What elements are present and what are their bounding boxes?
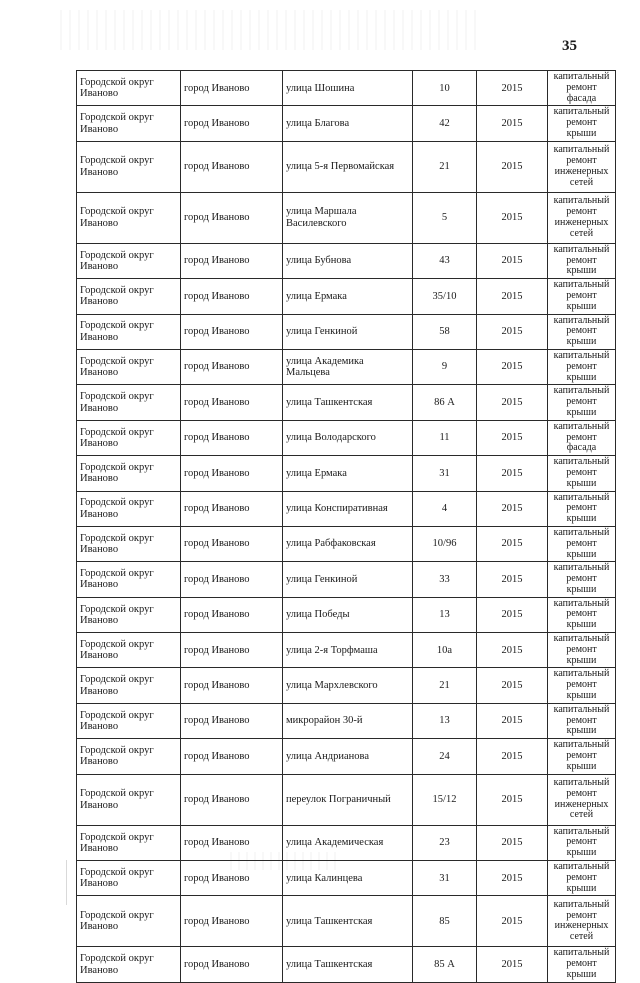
municipal-district-cell: Городской округ Иваново	[77, 491, 181, 526]
city-cell: город Иваново	[181, 597, 283, 632]
street-cell: улица Ермака	[283, 456, 413, 491]
municipal-district-cell: Городской округ Иваново	[77, 526, 181, 561]
table-row	[77, 703, 616, 738]
municipal-district-cell: Городской округ Иваново	[77, 774, 181, 825]
city-cell: город Иваново	[181, 668, 283, 703]
house-number-cell: 13	[413, 597, 477, 632]
city-cell: город Иваново	[181, 562, 283, 597]
street-cell: улица 5-я Первомайская	[283, 141, 413, 192]
year-cell: 2015	[477, 314, 548, 349]
city-cell: город Иваново	[181, 279, 283, 314]
repair-type-cell: капитальный ремонт крыши	[548, 385, 616, 420]
municipal-district-cell: Городской округ Иваново	[77, 896, 181, 947]
street-cell: улица Мархлевского	[283, 668, 413, 703]
table-row	[77, 106, 616, 141]
year-cell: 2015	[477, 385, 548, 420]
city-cell: город Иваново	[181, 703, 283, 738]
table-row	[77, 562, 616, 597]
house-number-cell: 11	[413, 420, 477, 455]
repair-type-cell: капитальный ремонт крыши	[548, 106, 616, 141]
table-row	[77, 141, 616, 192]
municipal-district-cell: Городской округ Иваново	[77, 456, 181, 491]
repair-type-cell: капитальный ремонт крыши	[548, 243, 616, 278]
repair-type-cell: капитальный ремонт крыши	[548, 314, 616, 349]
repair-type-cell: капитальный ремонт крыши	[548, 668, 616, 703]
house-number-cell: 33	[413, 562, 477, 597]
city-cell: город Иваново	[181, 349, 283, 384]
repair-type-cell: капитальный ремонт инженерных сетей	[548, 141, 616, 192]
house-number-cell: 24	[413, 739, 477, 774]
municipal-district-cell: Городской округ Иваново	[77, 420, 181, 455]
table-row	[77, 71, 616, 106]
street-cell: переулок Пограничный	[283, 774, 413, 825]
year-cell: 2015	[477, 633, 548, 668]
repair-register-table	[76, 70, 616, 983]
house-number-cell: 58	[413, 314, 477, 349]
repair-type-cell: капитальный ремонт инженерных сетей	[548, 192, 616, 243]
street-cell: улица Ермака	[283, 279, 413, 314]
table-row	[77, 243, 616, 278]
city-cell: город Иваново	[181, 861, 283, 896]
year-cell: 2015	[477, 947, 548, 982]
repair-type-cell: капитальный ремонт крыши	[548, 633, 616, 668]
house-number-cell: 5	[413, 192, 477, 243]
street-cell: улица Андрианова	[283, 739, 413, 774]
municipal-district-cell: Городской округ Иваново	[77, 861, 181, 896]
repair-type-cell: капитальный ремонт крыши	[548, 947, 616, 982]
repair-type-cell: капитальный ремонт крыши	[548, 349, 616, 384]
house-number-cell: 13	[413, 703, 477, 738]
year-cell: 2015	[477, 526, 548, 561]
margin-mark	[66, 860, 67, 905]
table-row	[77, 385, 616, 420]
city-cell: город Иваново	[181, 243, 283, 278]
table-row	[77, 420, 616, 455]
table-row	[77, 739, 616, 774]
year-cell: 2015	[477, 420, 548, 455]
house-number-cell: 21	[413, 668, 477, 703]
table-row	[77, 279, 616, 314]
city-cell: город Иваново	[181, 739, 283, 774]
table-row	[77, 526, 616, 561]
house-number-cell: 35/10	[413, 279, 477, 314]
street-cell: улица Калинцева	[283, 861, 413, 896]
year-cell: 2015	[477, 861, 548, 896]
repair-type-cell: капитальный ремонт крыши	[548, 703, 616, 738]
municipal-district-cell: Городской округ Иваново	[77, 141, 181, 192]
house-number-cell: 10а	[413, 633, 477, 668]
repair-type-cell: капитальный ремонт фасада	[548, 71, 616, 106]
year-cell: 2015	[477, 825, 548, 860]
house-number-cell: 4	[413, 491, 477, 526]
house-number-cell: 31	[413, 861, 477, 896]
municipal-district-cell: Городской округ Иваново	[77, 314, 181, 349]
year-cell: 2015	[477, 703, 548, 738]
municipal-district-cell: Городской округ Иваново	[77, 349, 181, 384]
year-cell: 2015	[477, 774, 548, 825]
year-cell: 2015	[477, 668, 548, 703]
house-number-cell: 9	[413, 349, 477, 384]
repair-type-cell: капитальный ремонт крыши	[548, 739, 616, 774]
year-cell: 2015	[477, 562, 548, 597]
year-cell: 2015	[477, 243, 548, 278]
scan-artifact-top	[60, 10, 480, 50]
municipal-district-cell: Городской округ Иваново	[77, 279, 181, 314]
table-row	[77, 633, 616, 668]
city-cell: город Иваново	[181, 141, 283, 192]
municipal-district-cell: Городской округ Иваново	[77, 243, 181, 278]
street-cell: улица Ташкентская	[283, 896, 413, 947]
city-cell: город Иваново	[181, 420, 283, 455]
table-row	[77, 896, 616, 947]
year-cell: 2015	[477, 739, 548, 774]
city-cell: город Иваново	[181, 774, 283, 825]
repair-type-cell: капитальный ремонт крыши	[548, 456, 616, 491]
street-cell: улица Ташкентская	[283, 385, 413, 420]
municipal-district-cell: Городской округ Иваново	[77, 71, 181, 106]
street-cell: улица Шошина	[283, 71, 413, 106]
year-cell: 2015	[477, 491, 548, 526]
table-row	[77, 349, 616, 384]
repair-type-cell: капитальный ремонт крыши	[548, 526, 616, 561]
repair-type-cell: капитальный ремонт крыши	[548, 597, 616, 632]
table-row	[77, 861, 616, 896]
street-cell: улица Ташкентская	[283, 947, 413, 982]
street-cell: улица Бубнова	[283, 243, 413, 278]
year-cell: 2015	[477, 141, 548, 192]
street-cell: улица 2-я Торфмаша	[283, 633, 413, 668]
repair-type-cell: капитальный ремонт фасада	[548, 420, 616, 455]
city-cell: город Иваново	[181, 456, 283, 491]
city-cell: город Иваново	[181, 71, 283, 106]
year-cell: 2015	[477, 279, 548, 314]
city-cell: город Иваново	[181, 825, 283, 860]
year-cell: 2015	[477, 896, 548, 947]
house-number-cell: 15/12	[413, 774, 477, 825]
house-number-cell: 23	[413, 825, 477, 860]
table-row	[77, 597, 616, 632]
city-cell: город Иваново	[181, 633, 283, 668]
municipal-district-cell: Городской округ Иваново	[77, 385, 181, 420]
year-cell: 2015	[477, 597, 548, 632]
page-number: 35	[562, 38, 577, 54]
repair-type-cell: капитальный ремонт крыши	[548, 562, 616, 597]
repair-type-cell: капитальный ремонт инженерных сетей	[548, 774, 616, 825]
municipal-district-cell: Городской округ Иваново	[77, 668, 181, 703]
table-row	[77, 825, 616, 860]
city-cell: город Иваново	[181, 385, 283, 420]
municipal-district-cell: Городской округ Иваново	[77, 825, 181, 860]
repair-type-cell: капитальный ремонт крыши	[548, 825, 616, 860]
table-row	[77, 456, 616, 491]
municipal-district-cell: Городской округ Иваново	[77, 192, 181, 243]
repair-type-cell: капитальный ремонт инженерных сетей	[548, 896, 616, 947]
year-cell: 2015	[477, 71, 548, 106]
repair-type-cell: капитальный ремонт крыши	[548, 491, 616, 526]
street-cell: улица Генкиной	[283, 562, 413, 597]
table-row	[77, 314, 616, 349]
municipal-district-cell: Городской округ Иваново	[77, 739, 181, 774]
city-cell: город Иваново	[181, 947, 283, 982]
house-number-cell: 31	[413, 456, 477, 491]
street-cell: улица Победы	[283, 597, 413, 632]
street-cell: улица Академическая	[283, 825, 413, 860]
street-cell: микрорайон 30-й	[283, 703, 413, 738]
municipal-district-cell: Городской округ Иваново	[77, 947, 181, 982]
repair-type-cell: капитальный ремонт крыши	[548, 279, 616, 314]
city-cell: город Иваново	[181, 314, 283, 349]
municipal-district-cell: Городской округ Иваново	[77, 562, 181, 597]
city-cell: город Иваново	[181, 896, 283, 947]
year-cell: 2015	[477, 106, 548, 141]
street-cell: улица Конспиративная	[283, 491, 413, 526]
year-cell: 2015	[477, 192, 548, 243]
house-number-cell: 85	[413, 896, 477, 947]
street-cell: улица Рабфаковская	[283, 526, 413, 561]
house-number-cell: 21	[413, 141, 477, 192]
table-row	[77, 774, 616, 825]
municipal-district-cell: Городской округ Иваново	[77, 633, 181, 668]
street-cell: улица Маршала Василевского	[283, 192, 413, 243]
year-cell: 2015	[477, 456, 548, 491]
house-number-cell: 85 А	[413, 947, 477, 982]
city-cell: город Иваново	[181, 491, 283, 526]
municipal-district-cell: Городской округ Иваново	[77, 597, 181, 632]
municipal-district-cell: Городской округ Иваново	[77, 106, 181, 141]
house-number-cell: 86 А	[413, 385, 477, 420]
street-cell: улица Володарского	[283, 420, 413, 455]
table-row	[77, 491, 616, 526]
table-row	[77, 192, 616, 243]
repair-type-cell: капитальный ремонт крыши	[548, 861, 616, 896]
table-row	[77, 947, 616, 982]
year-cell: 2015	[477, 349, 548, 384]
street-cell: улица Академика Мальцева	[283, 349, 413, 384]
table-body	[77, 71, 616, 983]
house-number-cell: 10/96	[413, 526, 477, 561]
city-cell: город Иваново	[181, 526, 283, 561]
table-row	[77, 668, 616, 703]
street-cell: улица Генкиной	[283, 314, 413, 349]
house-number-cell: 42	[413, 106, 477, 141]
house-number-cell: 43	[413, 243, 477, 278]
street-cell: улица Благова	[283, 106, 413, 141]
city-cell: город Иваново	[181, 106, 283, 141]
house-number-cell: 10	[413, 71, 477, 106]
municipal-district-cell: Городской округ Иваново	[77, 703, 181, 738]
city-cell: город Иваново	[181, 192, 283, 243]
